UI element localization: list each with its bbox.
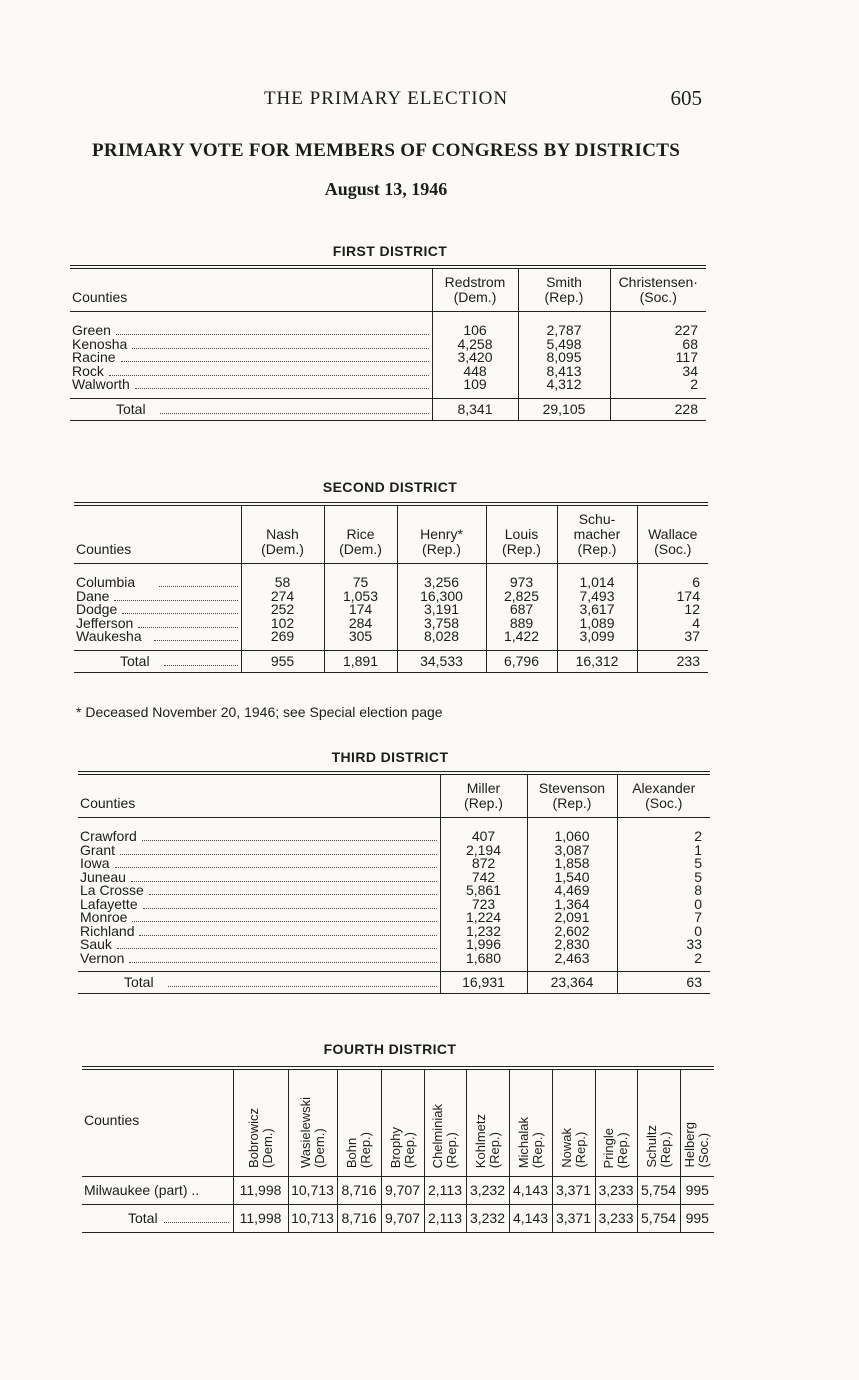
candidate-header: Christensen· (Soc.) xyxy=(610,267,706,312)
vote-column: 3,256 16,300 3,191 3,758 8,028 xyxy=(397,564,486,651)
county-name: Sauk xyxy=(78,938,440,952)
total-value: 955 xyxy=(241,650,324,672)
vote-cell: 5,754 xyxy=(637,1177,680,1205)
total-value: 233 xyxy=(637,650,708,672)
vote-column: 2 1 5 5 8 0 7 0 33 2 xyxy=(617,818,710,972)
total-value: 29,105 xyxy=(518,398,610,420)
candidate-header: Bohn (Rep.) xyxy=(337,1068,381,1177)
county-name: Grant xyxy=(78,844,440,858)
total-value: 3,371 xyxy=(552,1205,595,1233)
candidate-header: Schu- macher (Rep.) xyxy=(557,504,637,564)
election-date: August 13, 1946 xyxy=(324,179,448,199)
candidate-header: Chelminiak (Rep.) xyxy=(424,1068,466,1177)
total-value: 34,533 xyxy=(397,650,486,672)
county-name: Waukesha xyxy=(74,630,241,644)
county-list xyxy=(78,818,440,972)
total-label: Total xyxy=(128,1210,158,1226)
vote-column: 58 274 252 102 269 xyxy=(241,564,324,651)
total-value: 10,713 xyxy=(288,1205,337,1233)
total-value: 16,312 xyxy=(557,650,637,672)
county-name: Rock xyxy=(70,365,432,379)
total-value: 995 xyxy=(680,1205,714,1233)
vote-cell: 3,371 xyxy=(552,1177,595,1205)
county-name: Green xyxy=(70,324,432,338)
candidate-header: Miller (Rep.) xyxy=(440,773,527,818)
county-name: Richland xyxy=(78,925,440,939)
county-name: Iowa xyxy=(78,857,440,871)
county-name: Crawford xyxy=(78,830,440,844)
total-value: 8,716 xyxy=(337,1205,381,1233)
running-head xyxy=(70,86,702,112)
running-title: THE PRIMARY ELECTION xyxy=(263,88,509,109)
vote-cell: 9,707 xyxy=(381,1177,424,1205)
county-name: Walworth xyxy=(70,378,432,392)
total-value: 23,364 xyxy=(527,972,617,994)
vote-column: 1,060 3,087 1,858 1,540 4,469 1,364 2,091 2,602 2,830 2,463 xyxy=(527,818,617,972)
page-number: 605 xyxy=(670,86,702,110)
total-row xyxy=(82,1205,714,1233)
total-value: 5,754 xyxy=(637,1205,680,1233)
counties-header: Counties xyxy=(70,267,432,312)
county-name: Monroe xyxy=(78,911,440,925)
total-value: 4,143 xyxy=(509,1205,552,1233)
vote-cell: 10,713 xyxy=(288,1177,337,1205)
candidate-header: Stevenson (Rep.) xyxy=(527,773,617,818)
total-value: 1,891 xyxy=(324,650,397,672)
second-district-table xyxy=(74,502,708,673)
vote-column: 407 2,194 872 742 5,861 723 1,224 1,232 1,996 1,680 xyxy=(440,818,527,972)
fourth-district-title: FOURTH DISTRICT xyxy=(323,1041,457,1057)
table-row xyxy=(82,1177,714,1205)
total-value: 3,232 xyxy=(466,1205,509,1233)
counties-header: Counties xyxy=(78,773,440,818)
candidate-header: Wasielewski (Dem.) xyxy=(288,1068,337,1177)
total-label: Total xyxy=(124,974,154,990)
page-title: PRIMARY VOTE FOR MEMBERS OF CONGRESS BY DISTRICTS xyxy=(91,140,681,161)
third-district-table xyxy=(78,771,710,994)
total-value: 3,233 xyxy=(595,1205,637,1233)
candidate-header: Nowak (Rep.) xyxy=(552,1068,595,1177)
county-name: Columbia xyxy=(74,576,241,590)
vote-column: 2,787 5,498 8,095 8,413 4,312 xyxy=(518,312,610,399)
county-list xyxy=(74,564,241,651)
vote-column: 6 174 12 4 37 xyxy=(637,564,708,651)
vote-column: 973 2,825 687 889 1,422 xyxy=(486,564,557,651)
total-row xyxy=(74,650,708,672)
third-district-title: THIRD DISTRICT xyxy=(331,749,449,765)
total-value: 63 xyxy=(617,972,710,994)
county-name: Milwaukee (part) .. xyxy=(84,1182,200,1198)
candidate-header: Bobrowicz (Dem.) xyxy=(233,1068,288,1177)
candidate-header: Rice (Dem.) xyxy=(324,504,397,564)
total-value: 11,998 xyxy=(233,1205,288,1233)
county-name: Lafayette xyxy=(78,898,440,912)
vote-cell: 2,113 xyxy=(424,1177,466,1205)
candidate-header: Redstrom (Dem.) xyxy=(432,267,518,312)
total-row xyxy=(78,972,710,994)
candidate-header: Brophy (Rep.) xyxy=(381,1068,424,1177)
vote-cell: 995 xyxy=(680,1177,714,1205)
vote-column: 1,014 7,493 3,617 1,089 3,099 xyxy=(557,564,637,651)
total-value: 228 xyxy=(610,398,706,420)
candidate-header: Michalak (Rep.) xyxy=(509,1068,552,1177)
total-label: Total xyxy=(116,400,146,417)
candidate-header: Smith (Rep.) xyxy=(518,267,610,312)
total-value: 6,796 xyxy=(486,650,557,672)
county-name: Jefferson xyxy=(74,617,241,631)
county-name: Kenosha xyxy=(70,338,432,352)
footnote: * Deceased November 20, 1946; see Special election page xyxy=(76,704,443,720)
vote-cell: 8,716 xyxy=(337,1177,381,1205)
vote-cell: 11,998 xyxy=(233,1177,288,1205)
vote-column: 227 68 117 34 2 xyxy=(610,312,706,399)
counties-header: Counties xyxy=(74,504,241,564)
fourth-district-table xyxy=(82,1066,714,1233)
county-name: Dane xyxy=(74,590,241,604)
total-value: 8,341 xyxy=(432,398,518,420)
vote-cell: 3,232 xyxy=(466,1177,509,1205)
vote-column: 106 4,258 3,420 448 109 xyxy=(432,312,518,399)
first-district-title: FIRST DISTRICT xyxy=(332,243,448,259)
county-list xyxy=(70,312,432,399)
total-label: Total xyxy=(120,652,150,669)
county-name: Juneau xyxy=(78,871,440,885)
total-value: 2,113 xyxy=(424,1205,466,1233)
candidate-header: Alexander (Soc.) xyxy=(617,773,710,818)
total-value: 16,931 xyxy=(440,972,527,994)
candidate-header: Pringle (Rep.) xyxy=(595,1068,637,1177)
candidate-header: Schultz (Rep.) xyxy=(637,1068,680,1177)
candidate-header: Nash (Dem.) xyxy=(241,504,324,564)
counties-header: Counties xyxy=(82,1068,233,1177)
vote-cell: 4,143 xyxy=(509,1177,552,1205)
total-value: 9,707 xyxy=(381,1205,424,1233)
county-name: La Crosse xyxy=(78,884,440,898)
first-district-table xyxy=(70,265,706,421)
second-district-title: SECOND DISTRICT xyxy=(322,479,458,495)
candidate-header: Kohlmetz (Rep.) xyxy=(466,1068,509,1177)
candidate-header: Helberg (Soc.) xyxy=(680,1068,714,1177)
vote-column: 75 1,053 174 284 305 xyxy=(324,564,397,651)
candidate-header: Wallace (Soc.) xyxy=(637,504,708,564)
county-name: Racine xyxy=(70,351,432,365)
candidate-header: Henry* (Rep.) xyxy=(397,504,486,564)
candidate-header: Louis (Rep.) xyxy=(486,504,557,564)
county-name: Vernon xyxy=(78,952,440,966)
total-row xyxy=(70,398,706,420)
county-name: Dodge xyxy=(74,603,241,617)
vote-cell: 3,233 xyxy=(595,1177,637,1205)
